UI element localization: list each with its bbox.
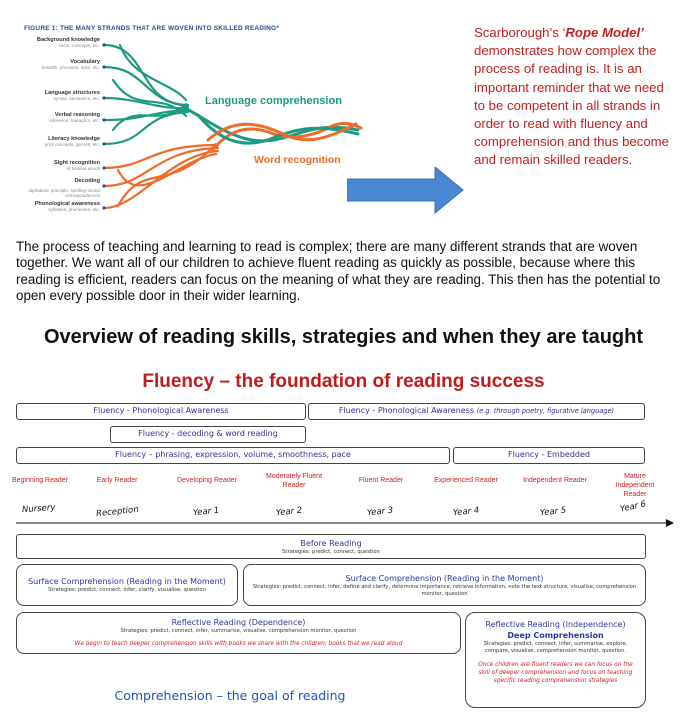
reflective-independence-box (465, 612, 646, 708)
intro-paragraph: The process of teaching and learning to read is complex; there are many different strands that are woven together. We want all of our children to achieve fluent reading as quickly as possible, because where this reading is efficient, readers can focus on the meaning of what they are reading. This then has the potential to open every possible door in their wider learning. (16, 239, 661, 303)
stage-label: Moderately Fluent Reader (265, 473, 323, 489)
before-reading-strategies: Strategies: predict, connect, question (282, 549, 380, 555)
before-reading-title: Before Reading (300, 539, 362, 548)
stage-label: Experienced Reader (434, 477, 498, 484)
year-label: Reception (95, 504, 140, 520)
year-label: Year 5 (539, 505, 567, 519)
surface-comprehension-left-box (16, 564, 238, 606)
surface-left-strategies: Strategies: predict, connect, infer, clarify, visualise, question (48, 587, 206, 593)
stage-label: Mature Independent Reader (615, 473, 655, 498)
language-comprehension-label: Language comprehension (205, 95, 342, 107)
strand-label: Verbal reasoning inference, metaphor, etc. (49, 112, 100, 123)
fluency-decoding-bar: Fluency - decoding & word reading (110, 426, 306, 443)
strand-label: Literacy knowledge print concepts, genres, etc. (44, 136, 100, 147)
stage-label: Developing Reader (177, 477, 237, 484)
reflective-dependence-strategies: Strategies: predict, connect, infer, summarise, visualise, comprehension monitor, question (120, 628, 357, 634)
year-label: Year 1 (192, 505, 220, 519)
strand-label: Phonological awareness syllables, phonemes, etc. (34, 201, 100, 212)
strand-end-dots (102, 43, 105, 209)
reflective-dependence-title: Reflective Reading (Dependence) (171, 618, 306, 627)
reflective-dependence-box (16, 612, 461, 654)
year-label: Nursery (21, 502, 56, 516)
strand-label: Language structures syntax, semantics, etc. (44, 90, 100, 101)
reflective-independence-note: Once children are fluent readers we can focus on the skill of deeper comprehension and focus on teaching specific reading comprehension strategies (478, 662, 633, 684)
surface-right-title: Surface Comprehension (Reading in the Moment) (345, 574, 544, 583)
strand-label: Sight recognition of familiar words (54, 160, 100, 171)
stage-label: Independent Reader (523, 477, 587, 484)
year-label: Year 4 (452, 505, 480, 519)
reflective-independence-title: Reflective Reading (Independence) (485, 620, 626, 629)
reflective-independence-strategies: Strategies: predict, connect, infer, summarise, explore, compare, visualise, comprehension monitor, question. (483, 641, 628, 654)
stage-label: Beginning Reader (11, 477, 69, 484)
fluency-phrasing-bar: Fluency – phrasing, expression, volume, smoothness, pace (16, 447, 450, 464)
fluency-phonological-poetry-bar: Fluency - Phonological Awareness (e.g. through poetry, figurative language) (308, 403, 645, 420)
timeline-arrow (16, 519, 676, 527)
word-recognition-label: Word recognition (254, 154, 341, 166)
language-strands (104, 45, 188, 144)
surface-comprehension-right-box (243, 564, 646, 606)
rope-model-figure (18, 20, 368, 220)
before-reading-box (16, 534, 646, 559)
right-arrow-icon (347, 167, 467, 215)
year-label: Year 2 (275, 505, 303, 519)
fluency-title: Fluency – the foundation of reading success (142, 371, 545, 392)
stage-label: Early Reader (96, 477, 138, 484)
year-label: Year 3 (366, 505, 394, 519)
strand-label: Vocabulary breadth, precision, links, etc. (41, 59, 100, 70)
reflective-dependence-note: We begin to teach deeper comprehension skills with books we share with the children; books that we read aloud (74, 641, 403, 647)
fluency-embedded-bar: Fluency - Embedded (453, 447, 645, 464)
strand-label: Background knowledge facts, concepts, etc. (36, 37, 100, 48)
comprehension-goal: Comprehension – the goal of reading (114, 688, 346, 703)
fluency-phonological-bar: Fluency - Phonological Awareness (16, 403, 306, 420)
stage-label: Fluent Reader (358, 477, 404, 484)
year-label: Year 6 (619, 499, 648, 515)
figure-title: FIGURE 1: THE MANY STRANDS THAT ARE WOVEN INTO SKILLED READING* (24, 25, 280, 32)
surface-right-strategies: Strategies: predict, connect, infer, define and clarify, determine importance, retrieve information, note the text structure, visualise, comprehension monitor, question (252, 584, 637, 597)
page-heading: Overview of reading skills, strategies and when they are taught (43, 326, 644, 348)
word-strands (104, 144, 218, 208)
rope-model-note: Scarborough’s ‘Rope Model’ demonstrates how complex the process of reading is. It is an important reminder that we need to be competent in all strands in order to read with fluency and comprehension and thus become and remain skilled readers. (474, 25, 670, 168)
woven-rope (183, 107, 361, 150)
deep-comprehension-subtitle: Deep Comprehension (507, 631, 604, 640)
strand-label: Decoding alphabetic principle, spelling-sound correspondences (28, 178, 100, 198)
surface-left-title: Surface Comprehension (Reading in the Moment) (28, 577, 226, 586)
